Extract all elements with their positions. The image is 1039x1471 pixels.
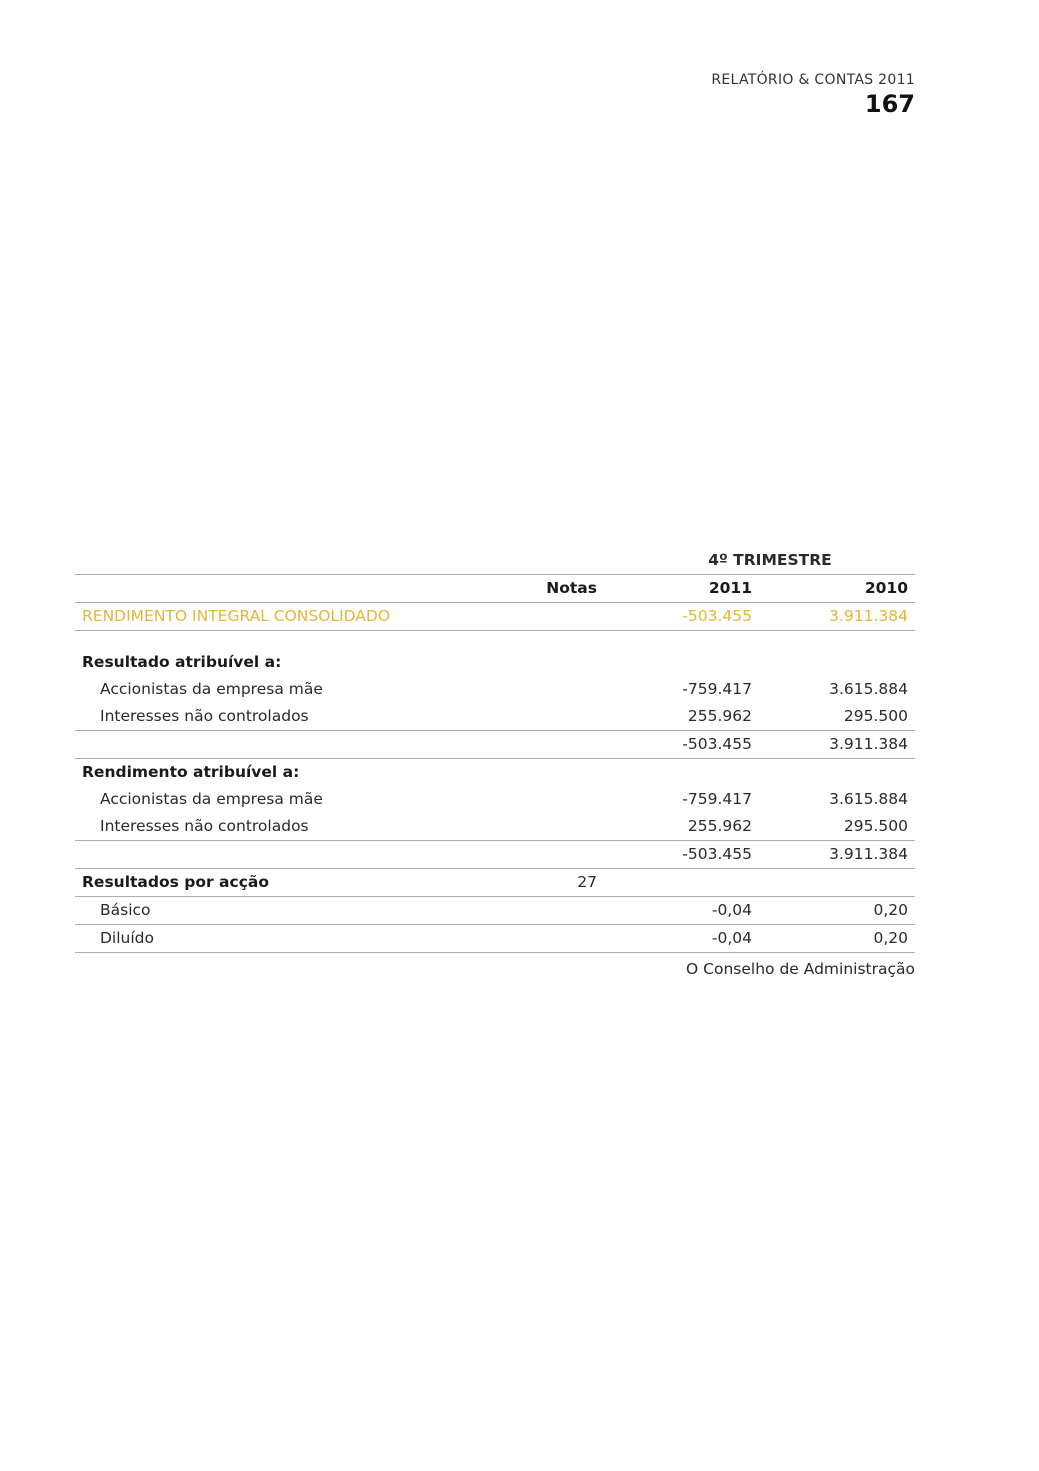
row-label: Diluído xyxy=(100,929,155,947)
table-row xyxy=(75,703,915,730)
section-heading: Resultados por acção xyxy=(82,873,269,891)
row-label: Accionistas da empresa mãe xyxy=(100,790,323,808)
value-2011: -503.455 xyxy=(682,845,752,863)
section-heading-eps xyxy=(75,868,915,896)
section-spacer xyxy=(75,631,915,649)
value-2010: 3.615.884 xyxy=(829,680,908,698)
section-heading-resultado xyxy=(75,649,915,676)
period-label: 4º TRIMESTRE xyxy=(708,551,832,569)
table-row xyxy=(75,813,915,840)
value-2010: 295.500 xyxy=(843,707,908,725)
subtotal-row xyxy=(75,840,915,868)
value-2011: 255.962 xyxy=(687,817,752,835)
value-2011: -759.417 xyxy=(682,680,752,698)
page-number: 167 xyxy=(864,90,915,118)
year-2011-column-header: 2011 xyxy=(708,579,752,597)
row-label: Básico xyxy=(100,901,151,919)
section-heading: Resultado atribuível a: xyxy=(82,653,282,671)
table-row xyxy=(75,786,915,813)
note-reference: 27 xyxy=(577,873,597,891)
section-heading-rendimento xyxy=(75,758,915,786)
value-2011: 255.962 xyxy=(687,707,752,725)
report-title: RELATÓRIO & CONTAS 2011 xyxy=(711,72,915,88)
value-2010: 3.911.384 xyxy=(829,845,908,863)
year-2010-column-header: 2010 xyxy=(864,579,908,597)
board-signature: O Conselho de Administração xyxy=(686,960,915,978)
value-2010: 0,20 xyxy=(873,929,908,947)
table-row xyxy=(75,924,915,953)
table-row xyxy=(75,676,915,703)
row-label: Accionistas da empresa mãe xyxy=(100,680,323,698)
period-header-row xyxy=(75,547,915,574)
total-comprehensive-income-row xyxy=(75,602,915,631)
row-label: Interesses não controlados xyxy=(100,817,309,835)
value-2011: -759.417 xyxy=(682,790,752,808)
value-2011: -0,04 xyxy=(711,929,752,947)
value-2010: 3.615.884 xyxy=(829,790,908,808)
section-heading: Rendimento atribuível a: xyxy=(82,763,300,781)
subtotal-row xyxy=(75,730,915,758)
row-label: Interesses não controlados xyxy=(100,707,309,725)
value-2011: -503.455 xyxy=(682,735,752,753)
column-header-row xyxy=(75,574,915,602)
value-2011: -0,04 xyxy=(711,901,752,919)
notes-column-header: Notas xyxy=(546,579,597,597)
page-header xyxy=(711,70,915,118)
value-2010: 295.500 xyxy=(843,817,908,835)
value-2011: -503.455 xyxy=(682,607,752,625)
table-row xyxy=(75,896,915,924)
value-2010: 3.911.384 xyxy=(829,607,908,625)
value-2010: 0,20 xyxy=(873,901,908,919)
income-statement-table xyxy=(75,547,915,953)
row-label: RENDIMENTO INTEGRAL CONSOLIDADO xyxy=(82,607,391,625)
value-2010: 3.911.384 xyxy=(829,735,908,753)
